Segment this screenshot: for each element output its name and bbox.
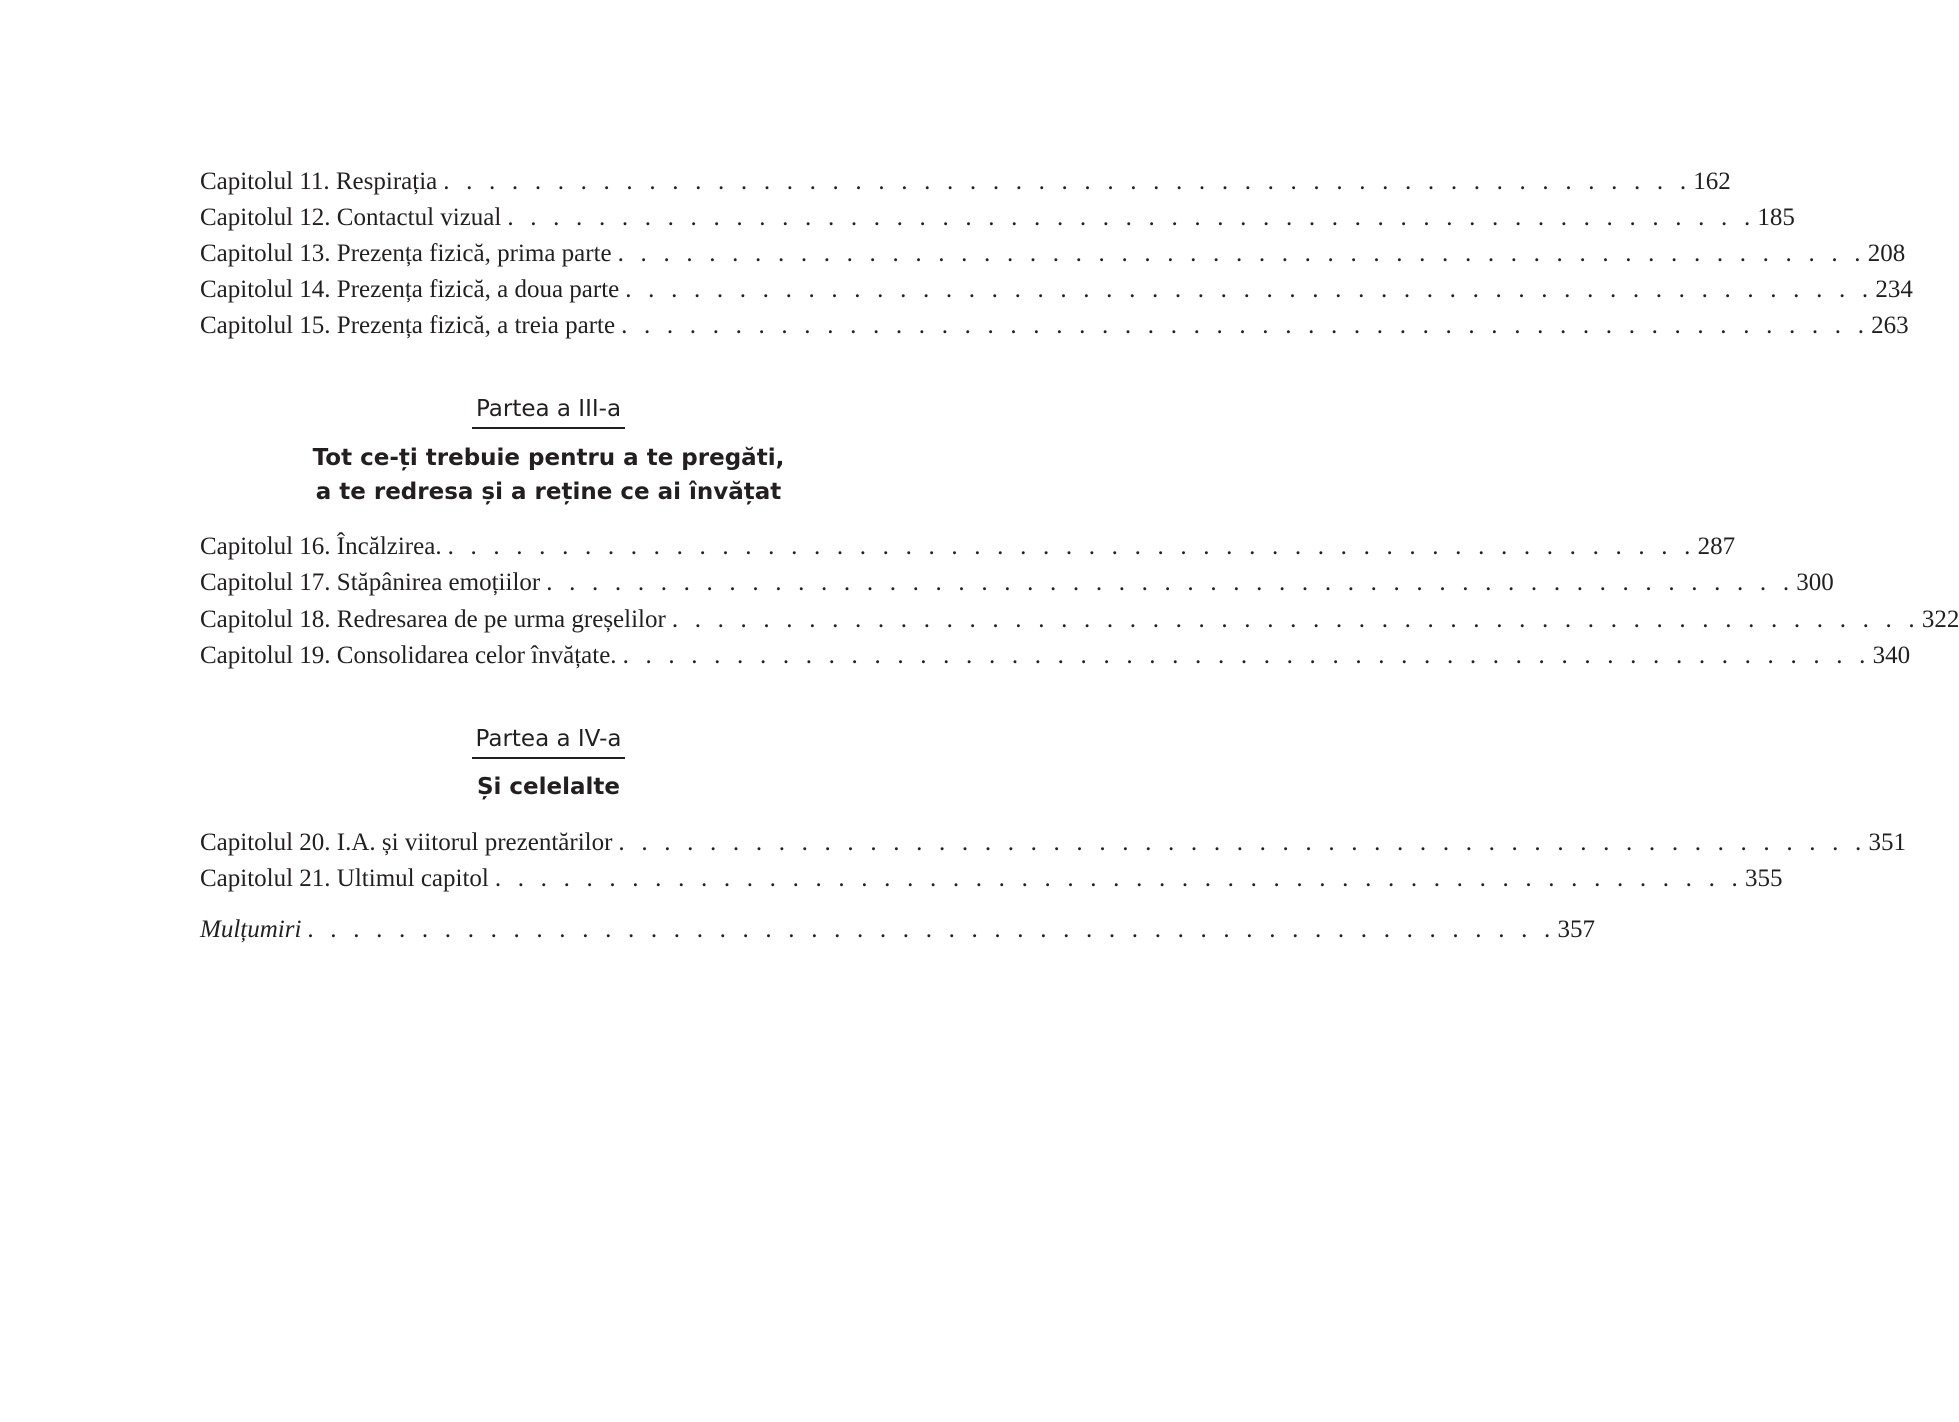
toc-entry-page: 162 (1693, 168, 1731, 195)
toc-leader-dots: . . . . . . . . . . . . . . . . . . . . . . . . . . . . . . . . . . . . . . . . . . . . . . . . . . . . . . . (621, 312, 1870, 339)
toc-leader-dots: . . . . . . . . . . . . . . . . . . . . . . . . . . . . . . . . . . . . . . . . . . . . . . . . . . . . . . . (622, 642, 1871, 669)
toc-entry-page: 355 (1744, 865, 1783, 892)
toc-entry-chapter-15[interactable] (200, 308, 1909, 344)
toc-entry-title: Capitolul 17. Stăpânirea emoțiilor (200, 565, 546, 601)
toc-entry-chapter-14[interactable] (200, 272, 1913, 308)
part-3-title-line-1: Tot ce-ți trebuie pentru a te pregăti, (312, 445, 785, 471)
toc-entry-title: Capitolul 16. Încălzirea. (200, 529, 448, 565)
toc-entry-title: Capitolul 13. Prezența fizică, prima parte (200, 236, 618, 272)
toc-entry-page: 300 (1796, 569, 1834, 596)
toc-leader-dots: . . . . . . . . . . . . . . . . . . . . . . . . . . . . . . . . . . . . . . . . . . . . . . . . . . . . . . . (618, 829, 1867, 856)
toc-entry-chapter-21[interactable] (200, 861, 1783, 897)
toc-leader-dots: . . . . . . . . . . . . . . . . . . . . . . . . . . . . . . . . . . . . . . . . . . . . . . . . . . . . . . . (625, 276, 1874, 303)
toc-entry-chapter-20[interactable] (200, 825, 1906, 861)
toc-entry-title: Capitolul 18. Redresarea de pe urma greșelilor (200, 602, 672, 638)
toc-entry-chapter-19[interactable] (200, 638, 1911, 674)
toc-leader-dots: . . . . . . . . . . . . . . . . . . . . . . . . . . . . . . . . . . . . . . . . . . . . . . . . . . . . . . . (447, 533, 1696, 560)
toc-entry-chapter-18[interactable] (200, 602, 1959, 638)
toc-entry-page: 185 (1757, 204, 1795, 231)
toc-entry-chapter-17[interactable] (200, 565, 1834, 601)
toc-entry-title: Capitolul 20. I.A. și viitorul prezentărilor (200, 825, 618, 861)
toc-entry-title: Capitolul 12. Contactul vizual (200, 200, 507, 236)
part-4-label (200, 723, 897, 759)
toc-entry-title: Capitolul 21. Ultimul capitol (200, 861, 495, 897)
toc-entry-chapter-16[interactable] (200, 529, 1736, 565)
toc-leader-dots: . . . . . . . . . . . . . . . . . . . . . . . . . . . . . . . . . . . . . . . . . . . . . . . . . . . . . . . (617, 240, 1866, 267)
toc-entry-page: 263 (1871, 312, 1909, 339)
part-3-label-text: Partea a III-a (472, 393, 625, 429)
part-4-label-text: Partea a IV-a (472, 723, 626, 759)
toc-entry-title: Mulțumiri (200, 912, 307, 948)
toc-entry-chapter-13[interactable] (200, 236, 1906, 272)
toc-entry-page: 234 (1875, 276, 1913, 303)
part-4-title: Și celelalte (476, 774, 621, 800)
toc-leader-dots: . . . . . . . . . . . . . . . . . . . . . . . . . . . . . . . . . . . . . . . . . . . . . . . . . . . . . . . (443, 168, 1692, 195)
toc-entry-title: Capitolul 14. Prezența fizică, a doua parte (200, 272, 625, 308)
toc-entry-page: 208 (1867, 240, 1906, 267)
toc-entry-page: 340 (1872, 642, 1911, 669)
toc-entry-title: Capitolul 11. Respirația (200, 164, 443, 200)
toc-entry-chapter-11[interactable] (200, 164, 1731, 200)
toc-leader-dots: . . . . . . . . . . . . . . . . . . . . . . . . . . . . . . . . . . . . . . . . . . . . . . . . . . . . . . . (307, 916, 1556, 943)
toc-entry-title: Capitolul 19. Consolidarea celor învățate. (200, 638, 623, 674)
toc-entry-page: 351 (1868, 829, 1906, 856)
part-3-title-line-2: a te redresa și a reține ce ai învățat (315, 479, 782, 505)
toc-leader-dots: . . . . . . . . . . . . . . . . . . . . . . . . . . . . . . . . . . . . . . . . . . . . . . . . . . . . . . . (546, 569, 1795, 596)
part-3-label (200, 393, 897, 429)
toc-entry-chapter-12[interactable] (200, 200, 1795, 236)
toc-entry-page: 322 (1921, 606, 1959, 633)
toc-leader-dots: . . . . . . . . . . . . . . . . . . . . . . . . . . . . . . . . . . . . . . . . . . . . . . . . . . . . . . . (507, 204, 1756, 231)
toc-entry-acknowledgements[interactable] (200, 912, 1595, 948)
toc-entry-page: 357 (1557, 916, 1595, 943)
toc-leader-dots: . . . . . . . . . . . . . . . . . . . . . . . . . . . . . . . . . . . . . . . . . . . . . . . . . . . . . . . (494, 865, 1743, 892)
toc-entry-page: 287 (1697, 533, 1736, 560)
toc-leader-dots: . . . . . . . . . . . . . . . . . . . . . . . . . . . . . . . . . . . . . . . . . . . . . . . . . . . . . . . (671, 606, 1920, 633)
toc-entry-title: Capitolul 15. Prezența fizică, a treia parte (200, 308, 621, 344)
